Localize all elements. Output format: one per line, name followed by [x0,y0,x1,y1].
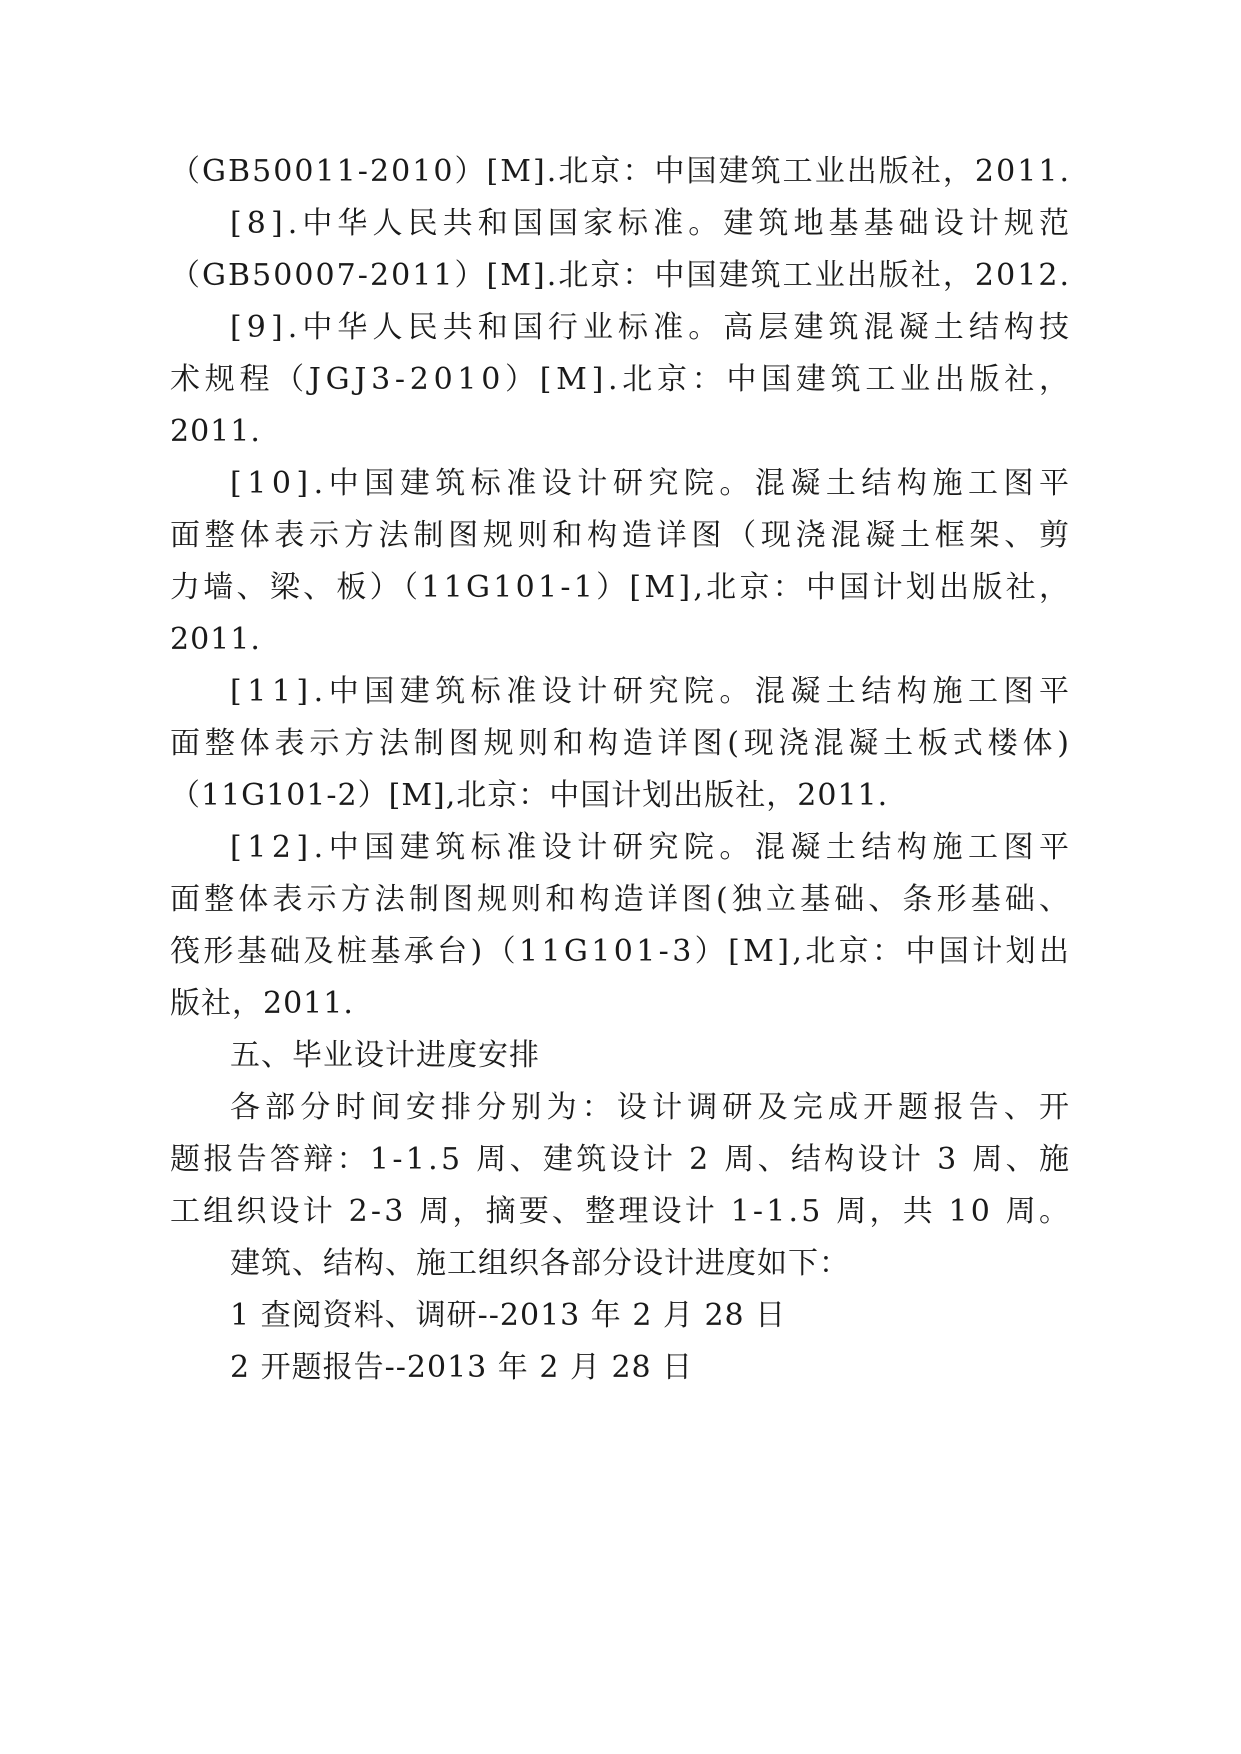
reference-line: 筏形基础及桩基承台)（11G101-3）[M],北京：中国计划出 [170,934,1073,969]
schedule-item: 2 开题报告--2013 年 2 月 28 日 [230,1350,694,1385]
reference-line: （11G101-2）[M],北京：中国计划出版社，2011. [170,778,889,813]
reference-line: （GB50011-2010）[M].北京：中国建筑工业出版社，2011. [170,154,1072,189]
reference-item-10: [10].中国建筑标准设计研究院。混凝土结构施工图平 [230,466,1075,501]
reference-line: 面整体表示方法制图规则和构造详图(独立基础、条形基础、 [170,882,1074,917]
reference-item-8: [8].中华人民共和国国家标准。建筑地基基础设计规范 [230,206,1075,241]
paragraph-line: 题报告答辩：1-1.5 周、建筑设计 2 周、结构设计 3 周、施 [170,1142,1073,1177]
reference-line: 面整体表示方法制图规则和构造详图(现浇混凝土板式楼体) [170,726,1074,761]
reference-line: 术规程（JGJ3-2010）[M].北京：中国建筑工业出版社， [170,362,1074,397]
reference-line: （GB50007-2011）[M].北京：中国建筑工业出版社，2012. [170,258,1072,293]
schedule-item: 1 查阅资料、调研--2013 年 2 月 28 日 [230,1298,787,1333]
paragraph-line: 各部分时间安排分别为：设计调研及完成开题报告、开 [230,1090,1075,1125]
reference-line: 2011. [170,414,261,449]
reference-line: 2011. [170,622,261,657]
reference-item-12: [12].中国建筑标准设计研究院。混凝土结构施工图平 [230,830,1075,865]
paragraph-line: 建筑、结构、施工组织各部分设计进度如下： [230,1246,850,1281]
paragraph-line: 工组织设计 2-3 周，摘要、整理设计 1-1.5 周，共 10 周。 [170,1194,1073,1229]
reference-item-9: [9].中华人民共和国行业标准。高层建筑混凝土结构技 [230,310,1075,345]
reference-line: 版社，2011. [170,986,354,1021]
reference-item-11: [11].中国建筑标准设计研究院。混凝土结构施工图平 [230,674,1075,709]
reference-line: 面整体表示方法制图规则和构造详图（现浇混凝土框架、剪 [170,518,1074,553]
reference-line: 力墙、梁、板）（11G101-1）[M],北京：中国计划出版社， [170,570,1073,605]
section-heading: 五、毕业设计进度安排 [230,1038,540,1073]
